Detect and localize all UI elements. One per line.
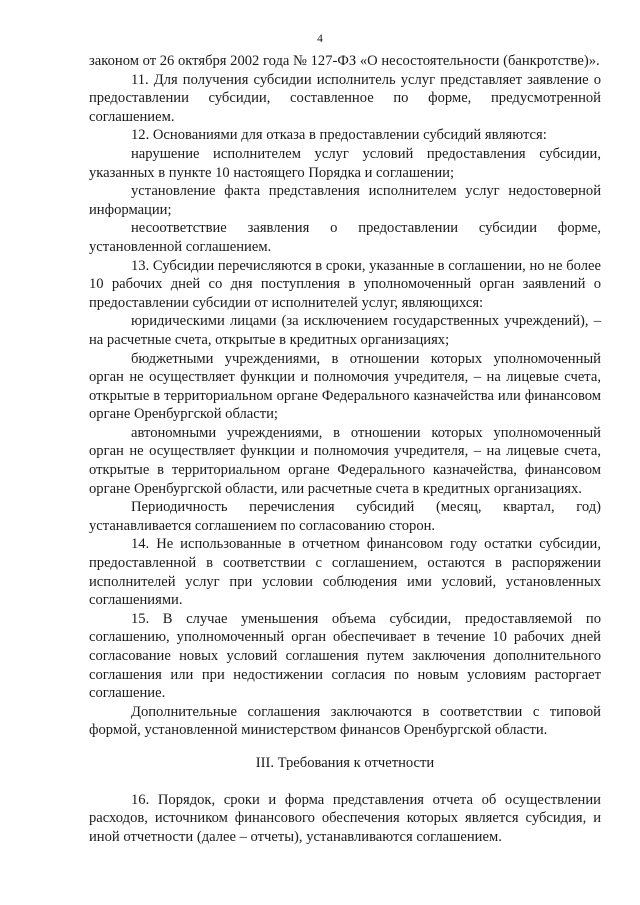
paragraph-12-item-1: нарушение исполнителем услуг условий предоставления субсидии, указанных в пункте 10 настоящего Порядка и соглашении; bbox=[89, 145, 601, 181]
paragraph-13: 13. Субсидии перечисляются в сроки, указанные в соглашении, но не более 10 рабочих дней со дня поступления в уполномоченный орган заявлений о предоставлении субсидии от исполнителей услуг, являющихся: bbox=[89, 257, 601, 311]
paragraph-13-item-3: автономными учреждениями, в отношении которых уполномоченный орган не осуществляет функции и полномочия учредителя, – на лицевые счета, открытые в территориальном органе Федерального казначейства, финансовом органе Оренбургской области, или расчетные счета в кредитных организациях. bbox=[89, 424, 601, 497]
paragraph-13-periodicity: Периодичность перечисления субсидий (месяц, квартал, год) устанавливается соглашением по согласованию сторон. bbox=[89, 499, 601, 534]
paragraph-15-additional: Дополнительные соглашения заключаются в соответствии с типовой формой, установленной министерством финансов Оренбургской области. bbox=[89, 703, 601, 739]
document-body bbox=[89, 52, 601, 846]
paragraph-14: 14. Не использованные в отчетном финансовом году остатки субсидии, предоставленной в соответствии с соглашением, остаются в распоряжении исполнителей услуг при условии соблюдения ими условий, установленных соглашениями. bbox=[89, 536, 601, 609]
section-heading: III. Требования к отчетности bbox=[255, 754, 435, 771]
paragraph-16: 16. Порядок, сроки и форма представления отчета об осуществлении расходов, источником финансового обеспечения которых является субсидия, и иной отчетности (далее – отчеты), устанавливаются соглашением. bbox=[89, 791, 601, 845]
paragraph-12: 12. Основаниями для отказа в предоставлении субсидий являются: bbox=[131, 127, 547, 144]
paragraph-12-item-3: несоответствие заявления о предоставлении субсидии форме, установленной соглашением. bbox=[89, 220, 601, 255]
paragraph-12-item-2: установление факта представления исполнителем услуг недостоверной информации; bbox=[89, 183, 601, 218]
paragraph-11: 11. Для получения субсидии исполнитель услуг представляет заявление о предоставлении субсидии, составленное по форме, предусмотренной соглашением. bbox=[89, 71, 601, 125]
paragraph-continuation: законом от 26 октября 2002 года № 127-ФЗ «О несостоятельности (банкротстве)». bbox=[89, 53, 600, 69]
page-number: 4 bbox=[317, 33, 323, 45]
paragraph-15: 15. В случае уменьшения объема субсидии, предоставляемой по соглашению, уполномоченный орган обеспечивает в течение 10 рабочих дней согласование новых условий соглашения путем заключения дополнительного соглашения или при недостижении согласия по новым условиям расторгает соглашение. bbox=[89, 610, 601, 702]
paragraph-13-item-1: юридическими лицами (за исключением государственных учреждений), – на расчетные счета, открытые в кредитных организациях; bbox=[89, 313, 601, 348]
paragraph-13-item-2: бюджетными учреждениями, в отношении которых уполномоченный орган не осуществляет функции и полномочия учредителя, – на лицевые счета, открытые в территориальном органе Федерального казначейства или финансовом органе Оренбургской области; bbox=[89, 350, 601, 423]
